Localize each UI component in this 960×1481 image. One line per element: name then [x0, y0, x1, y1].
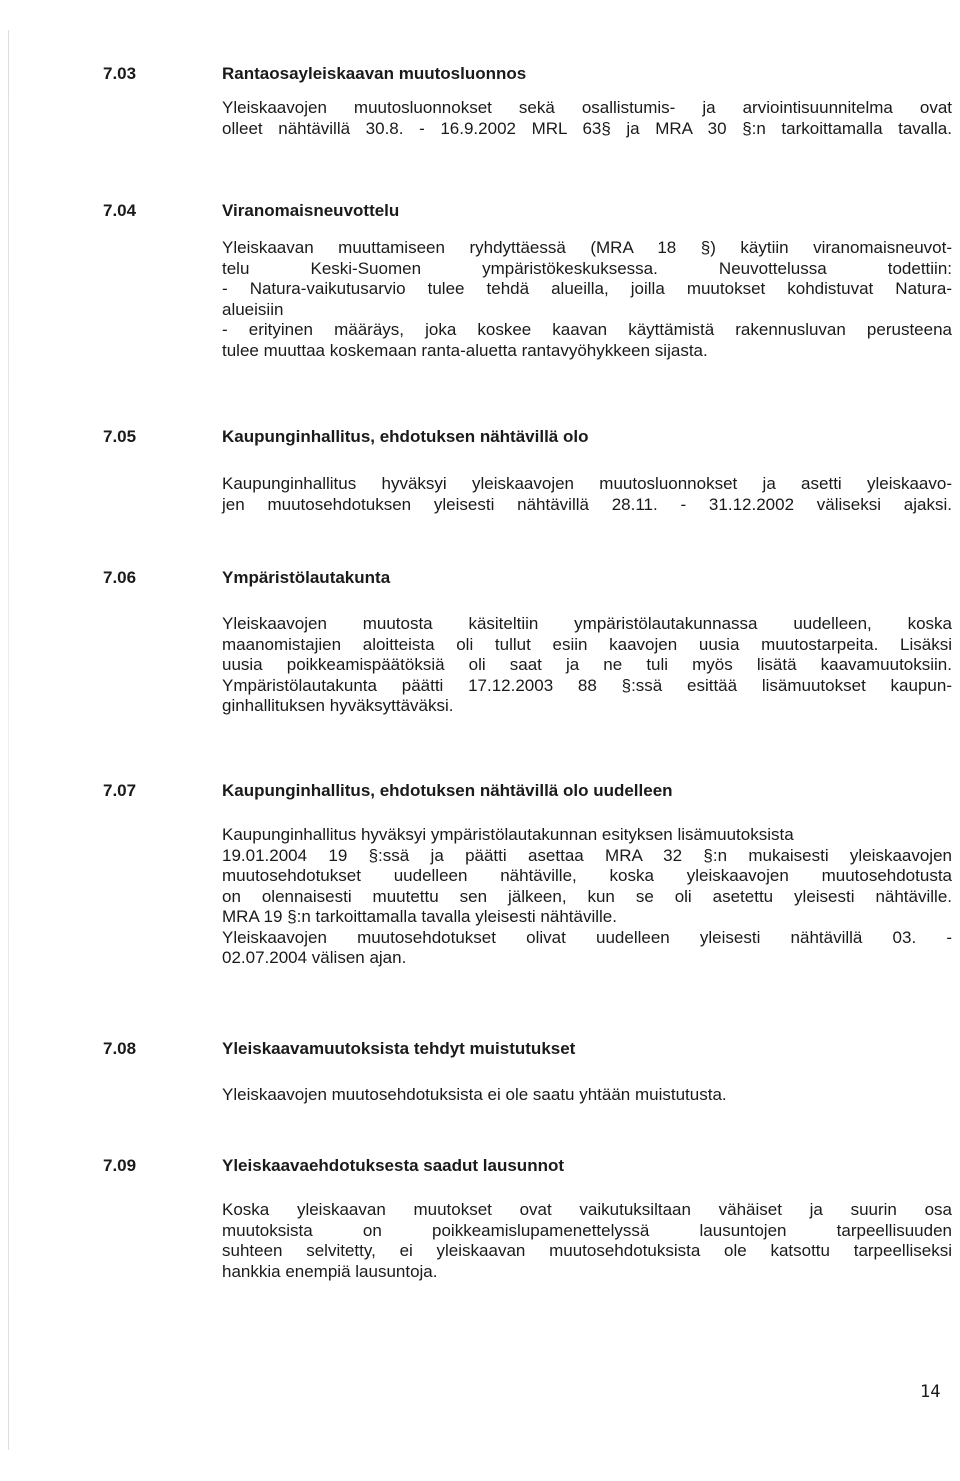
section-body	[222, 238, 952, 361]
paragraph-line: MRA 19 §:n tarkoittamalla tavalla yleisesti nähtäville.	[222, 907, 617, 926]
section-title: Kaupunginhallitus, ehdotuksen nähtävillä olo	[222, 427, 589, 446]
page-number: 14	[920, 1382, 941, 1402]
section-body	[222, 1085, 952, 1106]
section-number: 7.09	[103, 1156, 137, 1175]
paragraph-line: Yleiskaavojen muutosluonnokset sekä osallistumis- ja arviointisuunnitelma ovat	[222, 98, 952, 117]
section-body	[222, 98, 952, 139]
paragraph-line: - erityinen määräys, joka koskee kaavan käyttämistä rakennusluvan perusteena	[222, 320, 952, 339]
paragraph-line: muutoksista on poikkeamislupamenettelyssä lausuntojen tarpeellisuuden	[222, 1220, 952, 1240]
paragraph-line: tulee muuttaa koskemaan ranta-aluetta rantavyöhykkeen sijasta.	[222, 340, 708, 360]
section-number: 7.07	[103, 781, 137, 800]
section-title: Rantaosayleiskaavan muutosluonnos	[222, 64, 527, 83]
section-title: Yleiskaavamuutoksista tehdyt muistutukset	[222, 1039, 576, 1058]
paragraph-line: telu Keski-Suomen ympäristökeskuksessa. Neuvottelussa todettiin:	[222, 258, 952, 278]
paragraph-line: muutosehdotukset uudelleen nähtäville, koska yleiskaavojen muutosehdotusta	[222, 866, 952, 885]
paragraph-line: uusia poikkeamispäätöksiä oli saat ja ne tuli myös lisätä kaavamuutoksiin.	[222, 655, 952, 674]
paragraph-line: Yleiskaavan muuttamiseen ryhdyttäessä (MRA 18 §) käytiin viranomaisneuvot-	[222, 238, 952, 257]
paragraph-line: hankkia enempiä lausuntoja.	[222, 1261, 438, 1281]
paragraph-line: Yleiskaavojen muutosta käsiteltiin ympäristölautakunnassa uudelleen, koska	[222, 614, 952, 633]
section-number: 7.05	[103, 427, 137, 446]
paragraph-line: Kaupunginhallitus hyväksyi ympäristölautakunnan esityksen lisämuutoksista	[222, 825, 794, 844]
paragraph-line: Ympäristölautakunta päätti 17.12.2003 88 §:ssä esittää lisämuutokset kaupun-	[222, 675, 952, 695]
paragraph-line: suhteen selvitetty, ei yleiskaavan muutosehdotuksista ole katsottu tarpeelliseksi	[222, 1241, 952, 1260]
section-title: Ympäristölautakunta	[222, 568, 391, 587]
paragraph-line: alueisiin	[222, 299, 284, 319]
scan-edge-line	[8, 30, 9, 1450]
section-number: 7.06	[103, 568, 137, 587]
section-body	[222, 474, 952, 515]
section-number: 7.04	[103, 201, 137, 220]
paragraph-line: maanomistajien aloitteista oli tullut esiin kaavojen uusia muutostarpeita. Lisäksi	[222, 634, 952, 654]
section-title: Viranomaisneuvottelu	[222, 201, 400, 220]
paragraph-line: jen muutosehdotuksen yleisesti nähtävillä 28.11. - 31.12.2002 väliseksi ajaksi.	[222, 494, 952, 514]
paragraph-line: Kaupunginhallitus hyväksyi yleiskaavojen muutosluonnokset ja asetti yleiskaavo-	[222, 474, 952, 493]
paragraph-line: on olennaisesti muutettu sen jälkeen, kun se oli asetettu yleisesti nähtäville.	[222, 886, 952, 906]
section-body	[222, 614, 952, 717]
paragraph-line: ginhallituksen hyväksyttäväksi.	[222, 696, 454, 715]
section-body	[222, 1200, 952, 1282]
section-body	[222, 825, 952, 969]
paragraph-line: 02.07.2004 välisen ajan.	[222, 948, 407, 967]
paragraph-line: Yleiskaavojen muutosehdotuksista ei ole saatu yhtään muistutusta.	[222, 1085, 727, 1104]
paragraph-line: olleet nähtävillä 30.8. - 16.9.2002 MRL 63§ ja MRA 30 §:n tarkoittamalla tavalla.	[222, 118, 952, 138]
paragraph-line: Yleiskaavojen muutosehdotukset olivat uudelleen yleisesti nähtävillä 03. -	[222, 927, 952, 947]
section-title: Kaupunginhallitus, ehdotuksen nähtävillä olo uudelleen	[222, 781, 673, 800]
paragraph-line: Koska yleiskaavan muutokset ovat vaikutuksiltaan vähäiset ja suurin osa	[222, 1200, 952, 1219]
section-title: Yleiskaavaehdotuksesta saadut lausunnot	[222, 1156, 565, 1175]
section-number: 7.03	[103, 64, 137, 83]
paragraph-line: 19.01.2004 19 §:ssä ja päätti asettaa MRA 32 §:n mukaisesti yleiskaavojen	[222, 845, 952, 865]
paragraph-line: - Natura-vaikutusarvio tulee tehdä alueilla, joilla muutokset kohdistuvat Natura-	[222, 279, 952, 298]
section-number: 7.08	[103, 1039, 137, 1058]
